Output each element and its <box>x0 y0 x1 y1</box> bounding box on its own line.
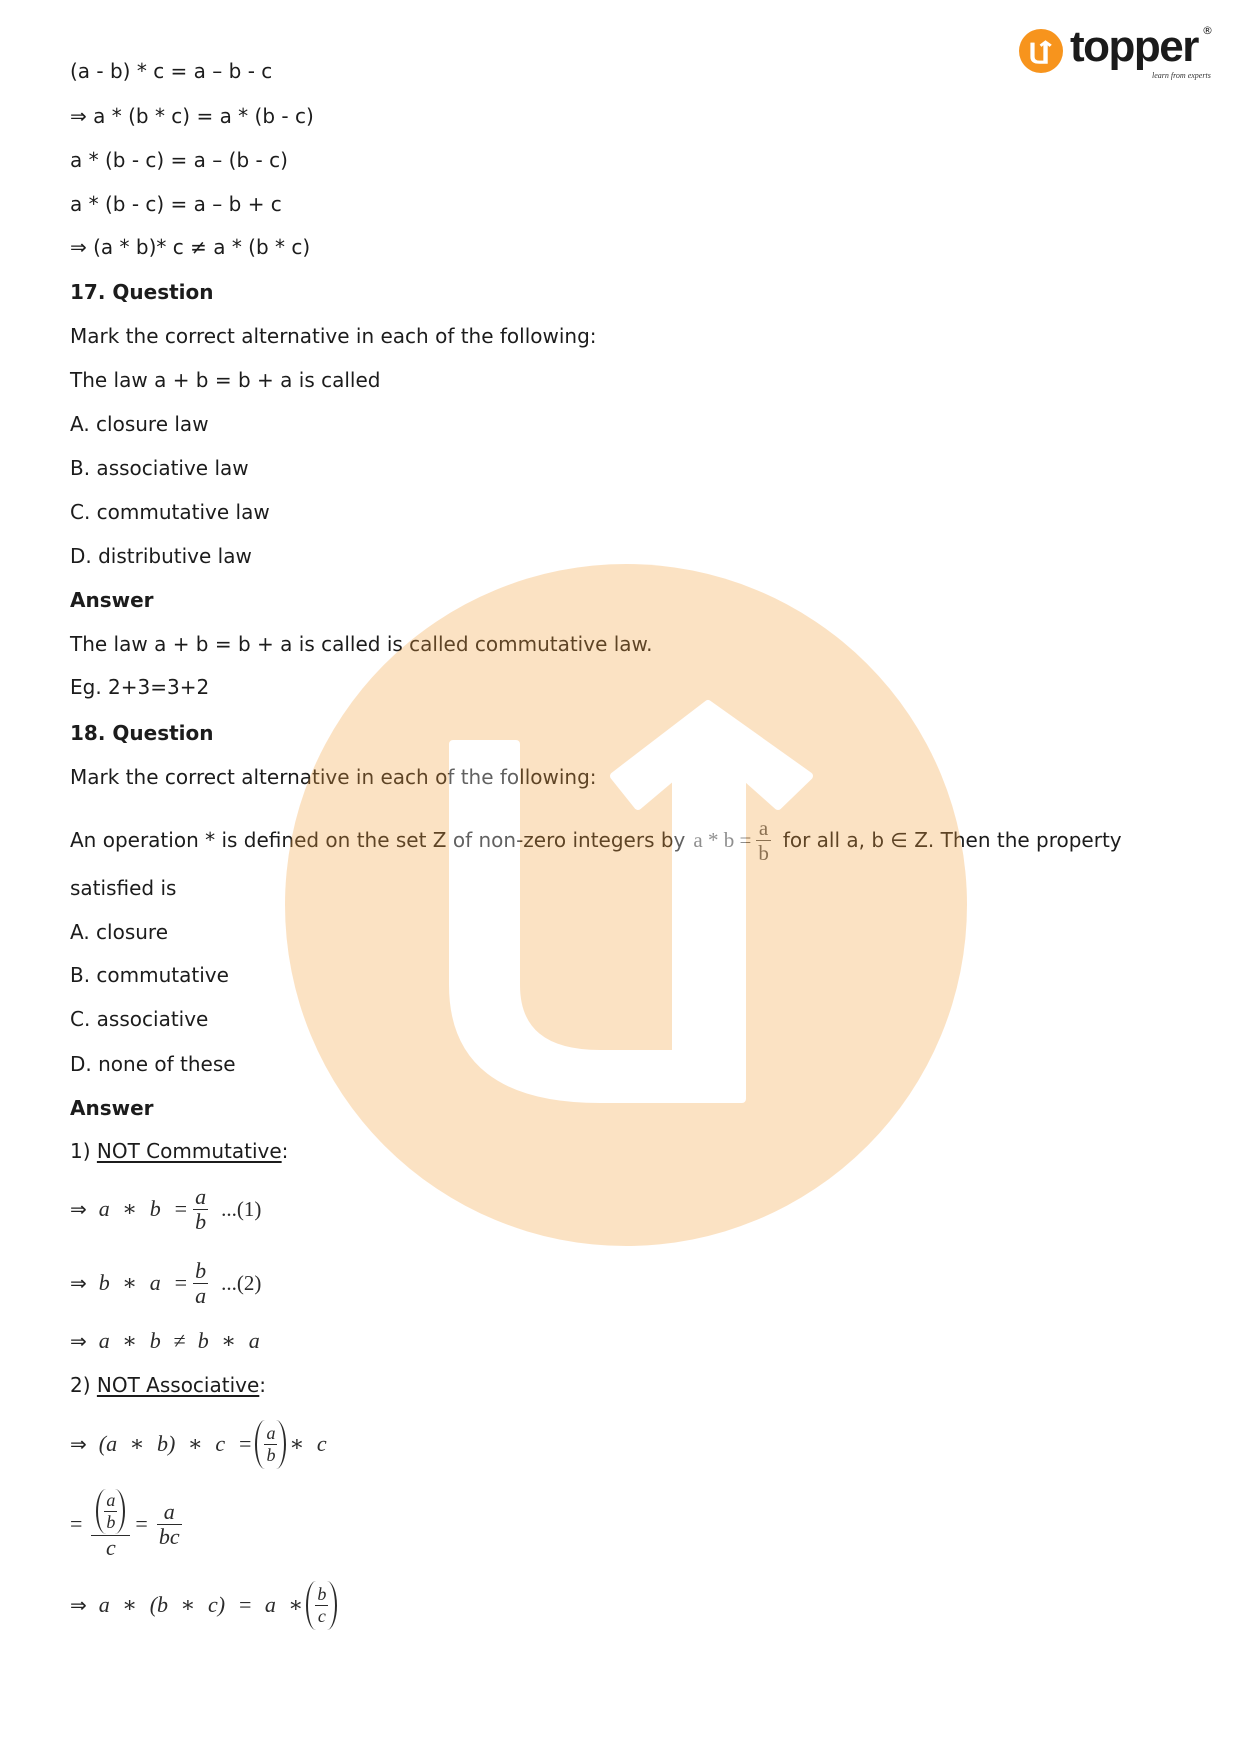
equation-tag: ...(1) <box>221 1196 262 1221</box>
question-17-heading: 17. Question <box>70 280 214 304</box>
question-18-instruction: Mark the correct alternative in each of the following: <box>70 765 597 789</box>
associative-equation-1 <box>70 1416 327 1472</box>
watermark-circle <box>285 564 967 1246</box>
part-title: NOT Commutative <box>96 1139 282 1163</box>
part-number: 2) <box>70 1373 91 1397</box>
part-colon: : <box>281 1139 289 1163</box>
fraction-numerator: b <box>317 1583 327 1604</box>
part-title: NOT Associative <box>96 1373 260 1397</box>
stem-text-after: for all a, b ∈ Z. Then the property <box>782 828 1122 852</box>
question-17-option-d: D. distributive law <box>70 544 252 568</box>
stem-operation: a * b = <box>693 827 752 852</box>
inner-fraction <box>104 1491 117 1532</box>
commutative-conclusion <box>70 1327 260 1355</box>
question-18-stem-continued: satisfied is <box>70 876 177 900</box>
question-18-answer-heading: Answer <box>70 1096 154 1120</box>
question-17-option-b: B. associative law <box>70 456 249 480</box>
fraction-denominator: b <box>106 1512 116 1532</box>
equation-expression: a ∗ b ≠ b ∗ a <box>98 1328 260 1353</box>
commutative-equation-2 <box>70 1257 261 1309</box>
derivation-line: ⇒ a * (b * c) = a * (b - c) <box>70 104 314 128</box>
fraction-denominator: c <box>317 1605 326 1626</box>
derivation-line: (a - b) * c = a – b - c <box>70 59 273 83</box>
fraction-denominator: b <box>195 1208 207 1234</box>
equation-rhs: ∗ c <box>289 1431 327 1456</box>
watermark-u-arrow-shape <box>453 704 809 1099</box>
equals-sign: = <box>135 1511 148 1536</box>
fraction-numerator: a <box>266 1422 276 1443</box>
fraction-numerator <box>91 1489 130 1534</box>
question-18-option-d: D. none of these <box>70 1052 236 1076</box>
fraction-denominator: a <box>195 1282 207 1308</box>
fraction-numerator: a <box>106 1490 116 1510</box>
fraction <box>157 1498 182 1549</box>
solution-part-2-heading <box>70 1373 266 1397</box>
question-18-option-c: C. associative <box>70 1007 209 1031</box>
question-18-option-a: A. closure <box>70 920 169 944</box>
stem-fraction <box>756 817 771 864</box>
fraction-numerator: a <box>195 1183 207 1209</box>
fraction-denominator: b <box>758 840 769 865</box>
fraction-numerator: a <box>163 1498 175 1524</box>
fraction <box>193 1183 208 1234</box>
implies-symbol: ⇒ <box>70 1197 87 1221</box>
fraction <box>193 1257 208 1308</box>
associative-equation-2 <box>70 1488 187 1560</box>
brand-tagline: learn from experts <box>1152 71 1211 80</box>
question-17-stem: The law a + b = b + a is called <box>70 368 381 392</box>
implies-symbol: ⇒ <box>70 1593 87 1617</box>
topper-u-arrow-icon <box>1018 28 1064 74</box>
fraction-denominator: bc <box>158 1523 180 1549</box>
fraction-numerator: b <box>195 1257 207 1283</box>
question-17-example: Eg. 2+3=3+2 <box>70 675 210 699</box>
derivation-line: ⇒ (a * b)* c ≠ a * (b * c) <box>70 235 311 259</box>
implies-symbol: ⇒ <box>70 1432 87 1456</box>
fraction-denominator: c <box>106 1535 116 1560</box>
commutative-equation-1 <box>70 1183 261 1235</box>
question-17-option-a: A. closure law <box>70 412 209 436</box>
equation-lhs: a ∗ (b ∗ c) = a ∗ <box>98 1592 304 1617</box>
fraction <box>315 1585 328 1626</box>
fraction <box>264 1424 277 1465</box>
fraction-numerator: a <box>758 815 769 840</box>
part-number: 1) <box>70 1139 91 1163</box>
question-18-stem <box>70 814 1122 866</box>
equation-lhs: b ∗ a = <box>98 1270 189 1295</box>
parenthesized-fraction <box>306 1581 337 1630</box>
equation-tag: ...(2) <box>221 1270 262 1295</box>
stem-text-before: An operation * is defined on the set Z of non-zero integers by <box>70 828 686 852</box>
derivation-line: a * (b - c) = a – b + c <box>70 192 282 216</box>
solution-part-1-heading <box>70 1139 288 1163</box>
question-18-heading: 18. Question <box>70 721 214 745</box>
question-17-answer-heading: Answer <box>70 588 154 612</box>
parenthesized-fraction <box>255 1420 286 1469</box>
derivation-line: a * (b - c) = a – (b - c) <box>70 148 288 172</box>
topper-logo <box>1018 22 1218 82</box>
topper-watermark-icon <box>285 564 967 1246</box>
question-17-answer: The law a + b = b + a is called is called commutative law. <box>70 632 653 656</box>
question-18-option-b: B. commutative <box>70 963 229 987</box>
implies-symbol: ⇒ <box>70 1271 87 1295</box>
equals-sign: = <box>70 1511 83 1536</box>
compound-fraction <box>91 1489 130 1559</box>
question-17-option-c: C. commutative law <box>70 500 270 524</box>
parenthesized-fraction <box>96 1489 125 1534</box>
equation-lhs: a ∗ b = <box>98 1196 189 1221</box>
question-17-instruction: Mark the correct alternative in each of the following: <box>70 324 597 348</box>
part-colon: : <box>259 1373 267 1397</box>
implies-symbol: ⇒ <box>70 1329 87 1353</box>
associative-equation-3 <box>70 1577 340 1633</box>
registered-mark: ® <box>1202 24 1213 37</box>
logo-circle <box>1019 29 1063 73</box>
equation-lhs: (a ∗ b) ∗ c = <box>98 1431 253 1456</box>
fraction-denominator: b <box>266 1444 276 1465</box>
brand-name: topper <box>1070 22 1198 71</box>
